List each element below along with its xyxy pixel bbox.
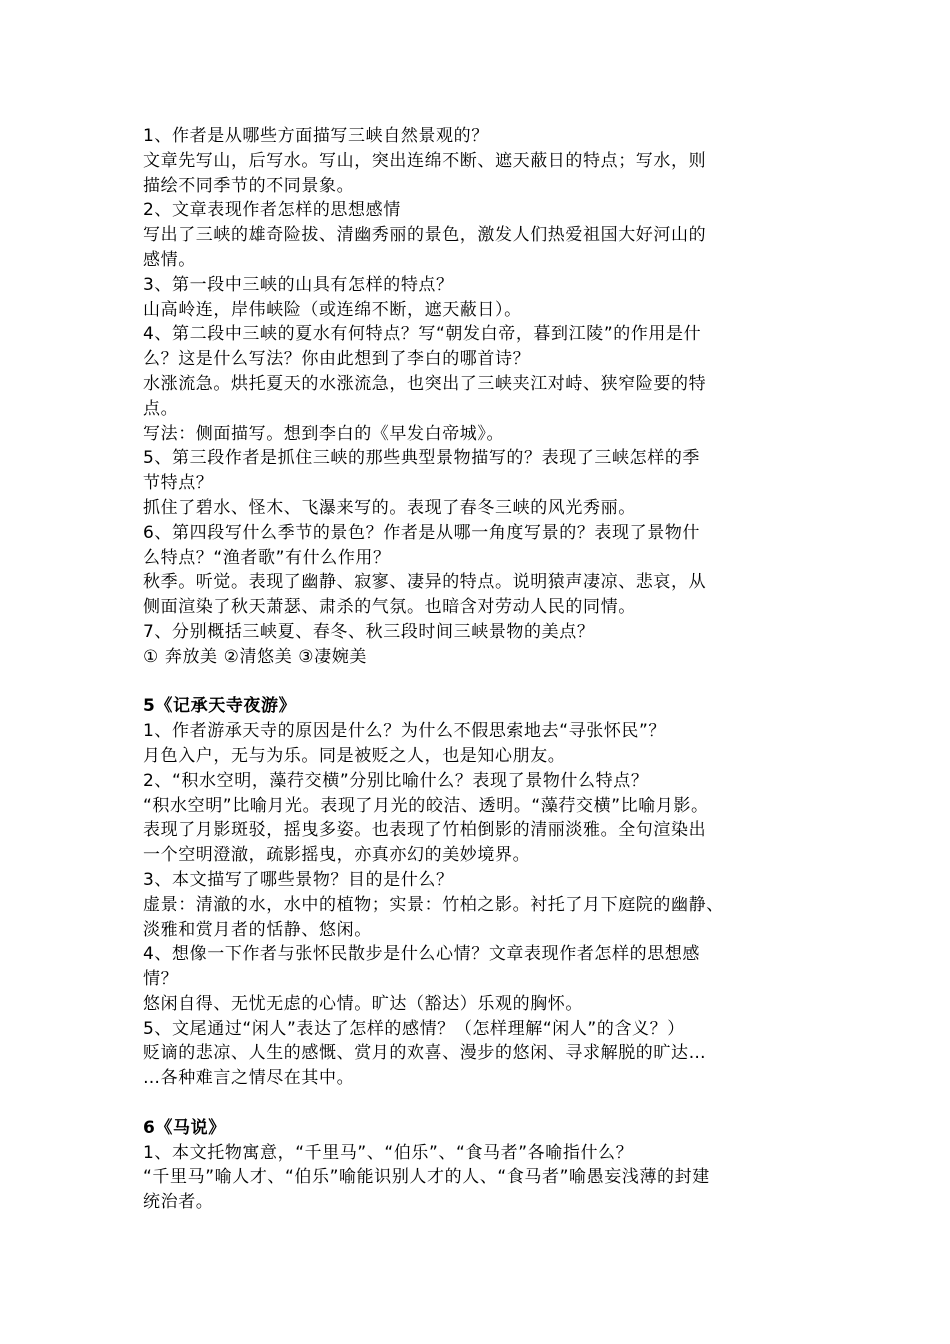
- section-6: [143, 1116, 823, 1215]
- section-4-body: [143, 124, 823, 670]
- paragraph-gap: [143, 670, 823, 695]
- text-line: 1、作者是从哪些方面描写三峡自然景观的？: [143, 126, 489, 146]
- text-line: 4、第二段中三峡的夏水有何特点？写“朝发白帝，暮到江陵”的作用是什: [143, 324, 702, 345]
- text-line: 么特点？“渔者歌”有什么作用？: [143, 547, 391, 568]
- text-line: ① 奔放美 ②清悠美 ③凄婉美: [143, 646, 367, 667]
- section-heading: 6《马说》: [143, 1117, 226, 1138]
- text-line: 节特点？: [143, 473, 214, 494]
- section-heading: 5《记承天寺夜游》: [143, 696, 297, 717]
- document-page: [143, 124, 823, 1215]
- text-line: 2、“积水空明，藻荇交横”分别比喻什么？表现了景物什么特点？: [143, 770, 649, 791]
- text-line: 4、想像一下作者与张怀民散步是什么心情？文章表现作者怎样的思想感: [143, 944, 701, 965]
- text-line: 山高岭连，岸伟峡险（或连绵不断，遮天蔽日）。: [143, 299, 522, 320]
- text-line: 1、本文托物寓意，“千里马”、“伯乐”、“食马者”各喻指什么？: [143, 1142, 634, 1163]
- text-line: 虚景：清澈的水，水中的植物；实景：竹柏之影。衬托了月下庭院的幽静、: [143, 894, 724, 915]
- text-line: “积水空明”比喻月光。表现了月光的皎洁、透明。“藻荇交横”比喻月影。: [143, 795, 709, 816]
- text-line: 写法：侧面描写。想到李白的《早发白帝城》。: [143, 423, 505, 444]
- text-line: 3、第一段中三峡的山具有怎样的特点？: [143, 274, 454, 295]
- text-line: 1、作者游承天寺的原因是什么？为什么不假思索地去“寻张怀民”？: [143, 721, 667, 742]
- text-line: 水涨流急。烘托夏天的水涨流急，也突出了三峡夹江对峙、狭窄险要的特: [143, 373, 707, 394]
- text-line: 抓住了碧水、怪木、飞瀑来写的。表现了春冬三峡的风光秀丽。: [143, 497, 636, 518]
- text-line: “千里马”喻人才、“伯乐”喻能识别人才的人、“食马者”喻愚妄浅薄的封建: [143, 1167, 710, 1188]
- text-line: 表现了月影斑驳，摇曳多姿。也表现了竹柏倒影的清丽淡雅。全句渲染出: [143, 820, 707, 841]
- text-line: 写出了三峡的雄奇险拔、清幽秀丽的景色，激发人们热爱祖国大好河山的: [143, 225, 707, 246]
- text-line: 感情。: [143, 249, 196, 270]
- text-line: 统治者。: [143, 1192, 214, 1213]
- text-line: 情？: [143, 969, 179, 990]
- paragraph-gap: [143, 1091, 823, 1116]
- text-line: 月色入户，无与为乐。同是被贬之人，也是知心朋友。: [143, 745, 566, 766]
- text-line: 淡雅和赏月者的恬静、悠闲。: [143, 919, 372, 940]
- text-line: 7、分别概括三峡夏、春冬、秋三段时间三峡景物的美点？: [143, 621, 595, 642]
- text-line: 贬谪的悲凉、人生的感慨、赏月的欢喜、漫步的悠闲、寻求解脱的旷达…: [143, 1043, 707, 1064]
- text-line: 秋季。听觉。表现了幽静、寂寥、凄异的特点。说明猿声凄凉、悲哀，从: [143, 572, 707, 593]
- text-line: 侧面渲染了秋天萧瑟、肃杀的气氛。也暗含对劳动人民的同情。: [143, 597, 636, 618]
- text-line: 描绘不同季节的不同景象。: [143, 175, 355, 196]
- section-5: [143, 694, 823, 1091]
- text-line: 么？这是什么写法？你由此想到了李白的哪首诗？: [143, 349, 531, 370]
- text-line: …各种难言之情尽在其中。: [143, 1068, 355, 1089]
- text-line: 3、本文描写了哪些景物？目的是什么？: [143, 869, 454, 890]
- text-line: 6、第四段写什么季节的景色？作者是从哪一角度写景的？表现了景物什: [143, 522, 701, 543]
- text-line: 悠闲自得、无忧无虑的心情。旷达（豁达）乐观的胸怀。: [143, 993, 583, 1014]
- text-line: 2、文章表现作者怎样的思想感情: [143, 200, 401, 221]
- text-line: 文章先写山，后写水。写山，突出连绵不断、遮天蔽日的特点；写水，则: [143, 150, 707, 171]
- text-line: 点。: [143, 398, 179, 419]
- text-line: 5、文尾通过“闲人”表达了怎样的感情？（怎样理解“闲人”的含义？）: [143, 1018, 685, 1039]
- text-line: 一个空明澄澈，疏影摇曳，亦真亦幻的美妙境界。: [143, 845, 531, 866]
- text-line: 5、第三段作者是抓住三峡的那些典型景物描写的？表现了三峡怎样的季: [143, 448, 701, 469]
